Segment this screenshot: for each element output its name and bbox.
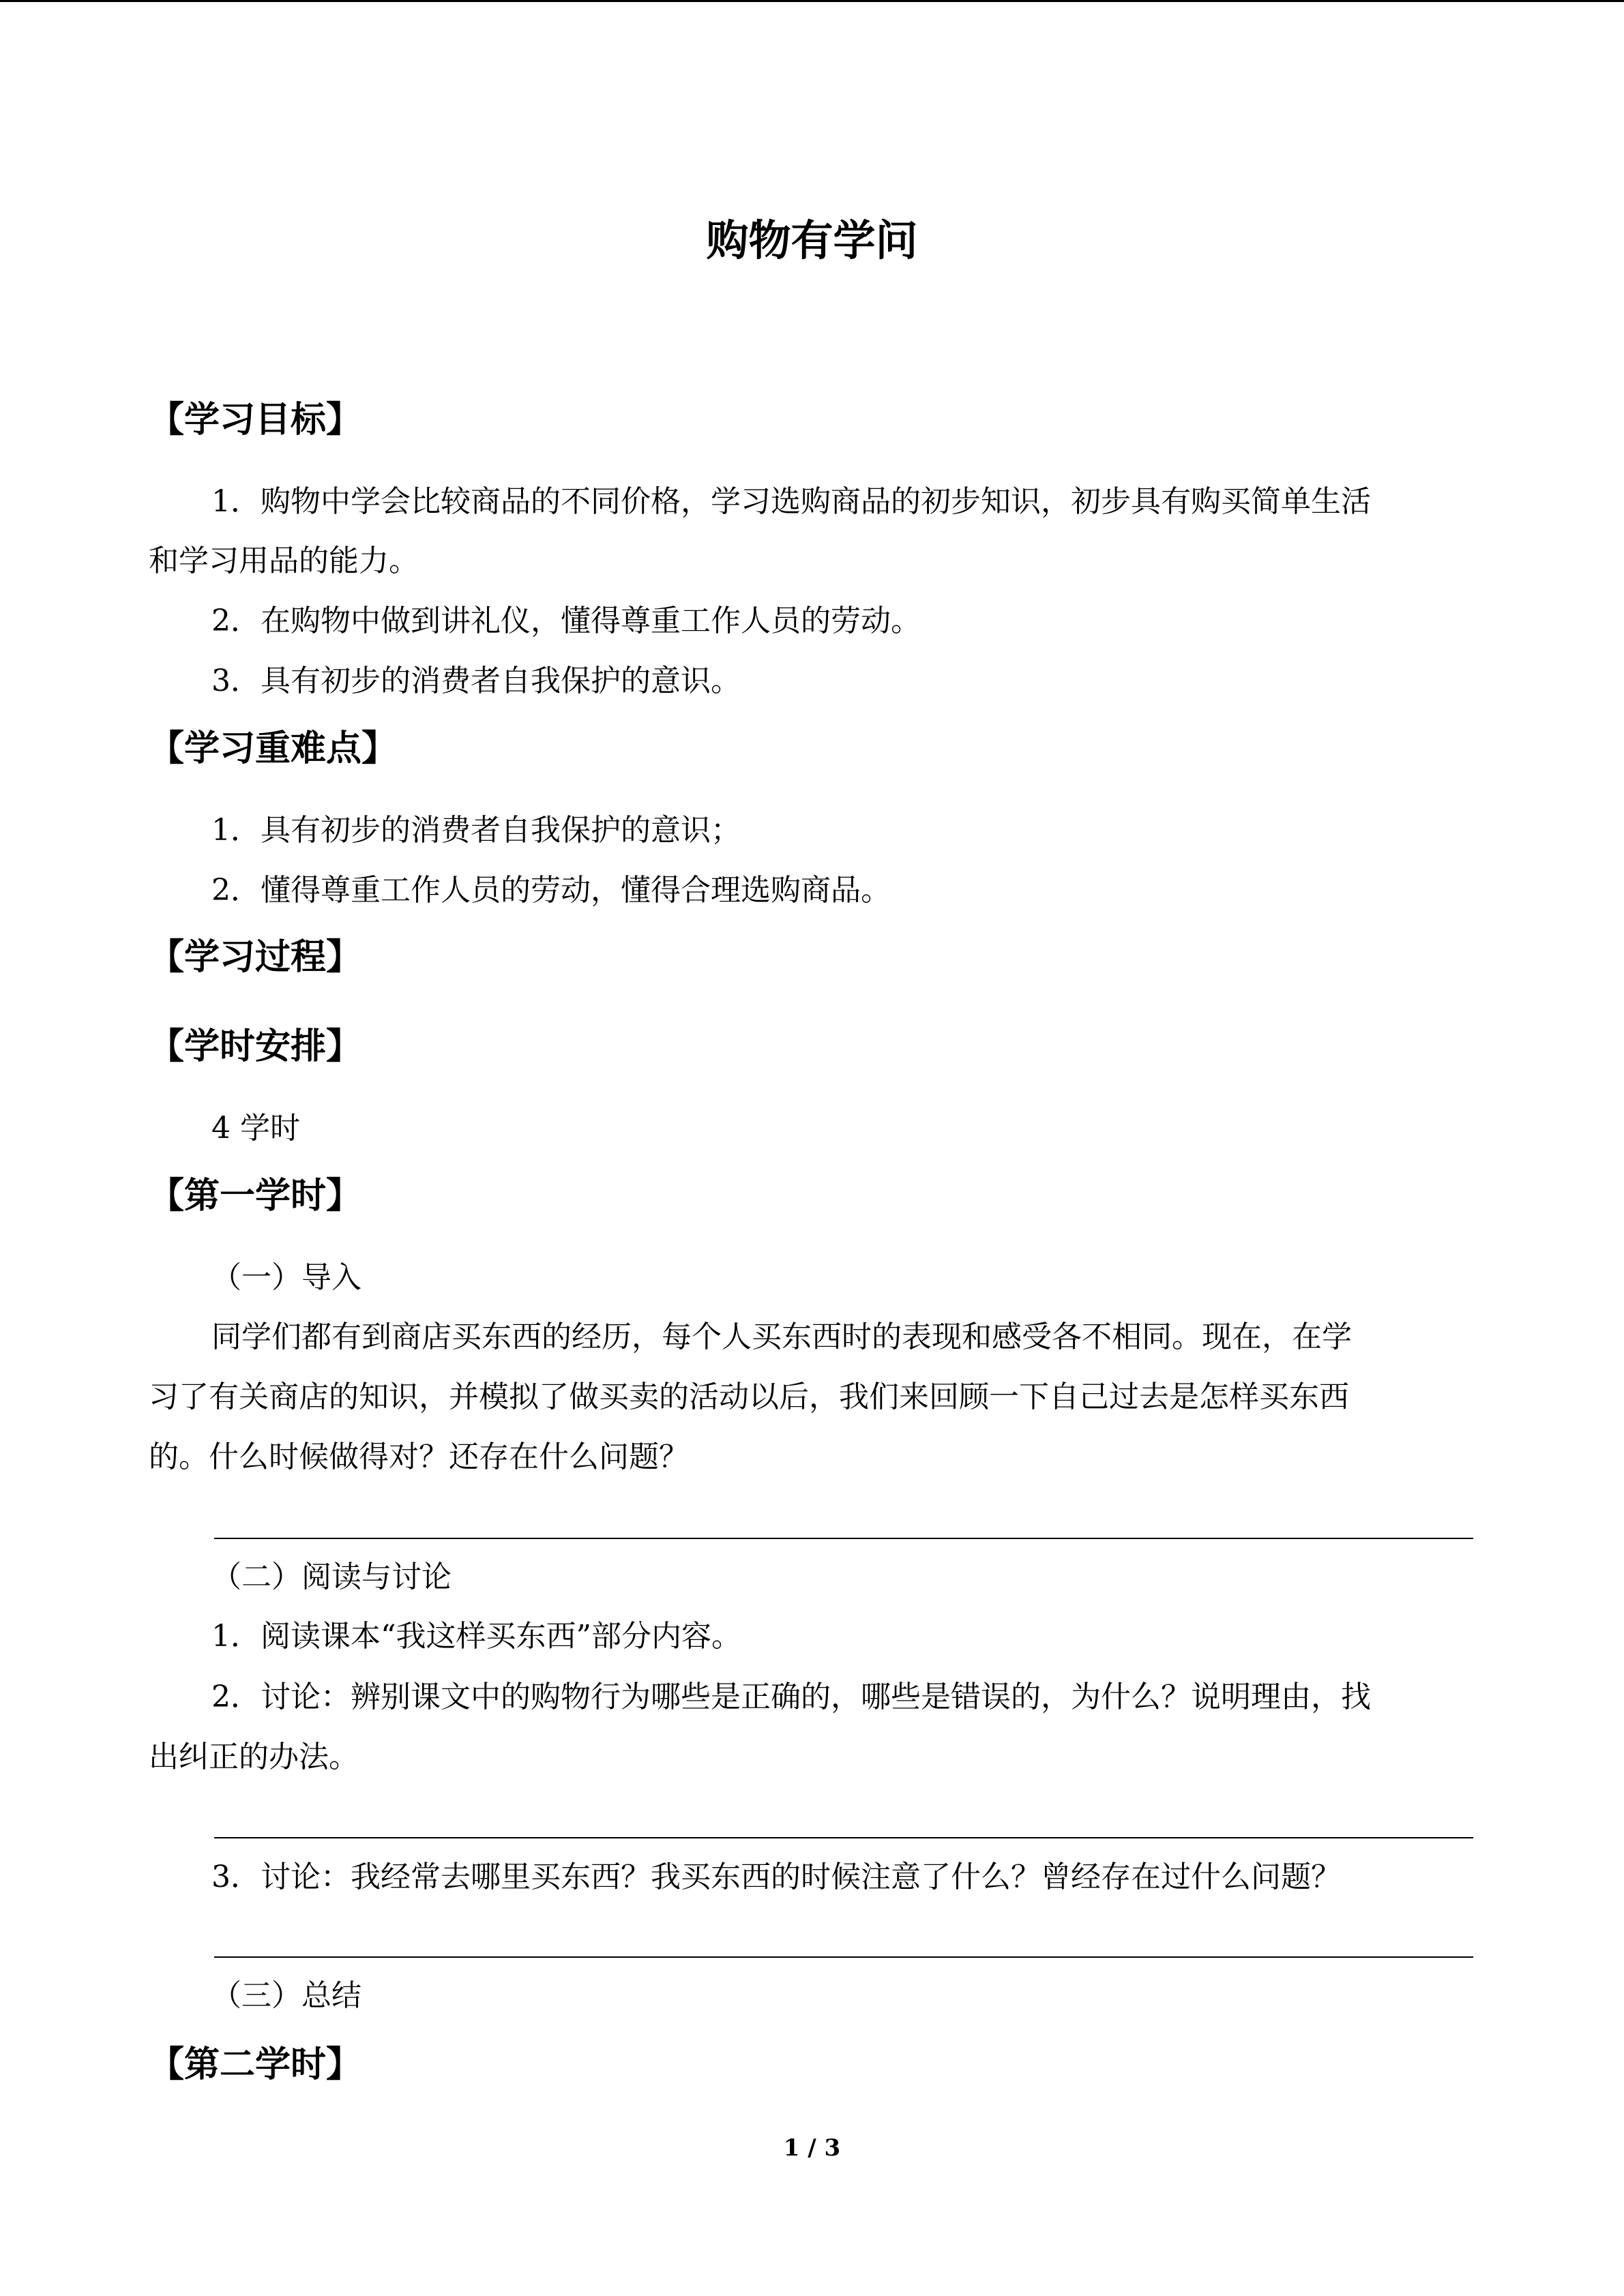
heading-key-points: 【学习重难点】 [149, 728, 398, 769]
objective-item-3: 3．具有初步的消费者自我保护的意识。 [211, 664, 741, 698]
page-number: 1 / 3 [783, 2134, 841, 2162]
answer-line-1 [214, 1538, 1473, 1539]
answer-line-3 [214, 1956, 1473, 1958]
heading-lesson-1: 【第一学时】 [149, 1176, 362, 1217]
objective-item-1-line-2: 和学习用品的能力。 [149, 543, 419, 578]
page-title: 购物有学问 [706, 215, 918, 265]
discuss-item-3: 3．讨论：我经常去哪里买东西？我买东西的时候注意了什么？曾经存在过什么问题？ [211, 1860, 1341, 1894]
lesson1-part1-title: （一）导入 [211, 1260, 361, 1295]
heading-schedule: 【学时安排】 [149, 1026, 362, 1067]
intro-line-1: 同学们都有到商店买东西的经历，每个人买东西时的表现和感受各不相同。现在，在学 [211, 1320, 1352, 1354]
heading-objectives: 【学习目标】 [149, 400, 362, 441]
discuss-line-2: 出纠正的办法。 [149, 1740, 359, 1774]
key-point-item-1: 1．具有初步的消费者自我保护的意识； [211, 813, 741, 848]
objective-item-2: 2．在购物中做到讲礼仪，懂得尊重工作人员的劳动。 [211, 603, 921, 638]
read-item: 1．阅读课本“我这样买东西”部分内容。 [211, 1619, 741, 1654]
intro-line-2: 习了有关商店的知识，并模拟了做买卖的活动以后，我们来回顾一下自己过去是怎样买东西 [149, 1380, 1349, 1414]
answer-line-2 [214, 1837, 1473, 1838]
heading-process: 【学习过程】 [149, 937, 362, 978]
discuss-line-1: 2．讨论：辨别课文中的购物行为哪些是正确的，哪些是错误的，为什么？说明理由，找 [211, 1680, 1371, 1714]
schedule-text: 4 学时 [211, 1111, 300, 1146]
key-point-item-2: 2．懂得尊重工作人员的劳动，懂得合理选购商品。 [211, 873, 891, 908]
heading-lesson-2: 【第二学时】 [149, 2044, 362, 2085]
page-top-border [0, 0, 1624, 2]
lesson1-part3-title: （三）总结 [211, 1978, 361, 2013]
objective-item-1-line-1: 1．购物中学会比较商品的不同价格，学习选购商品的初步知识，初步具有购买简单生活 [211, 484, 1371, 519]
intro-line-3: 的。什么时候做得对？还存在什么问题？ [149, 1440, 689, 1474]
lesson1-part2-title: （二）阅读与讨论 [211, 1560, 452, 1594]
